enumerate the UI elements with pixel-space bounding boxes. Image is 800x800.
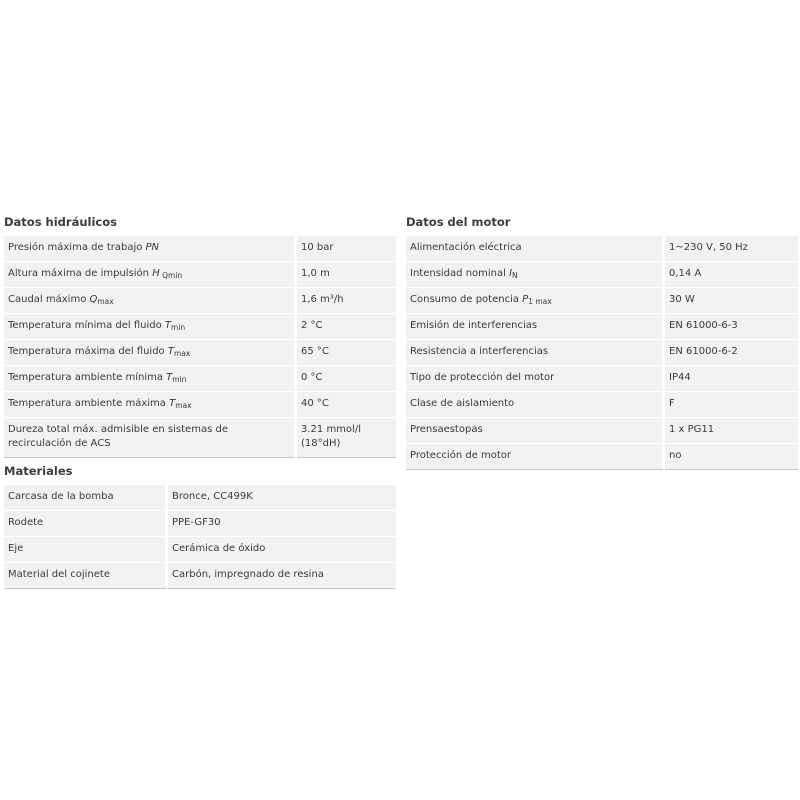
table-row (4, 288, 396, 314)
row-value: 10 bar (297, 236, 396, 262)
row-value: Carbón, impregnado de resina (168, 563, 396, 589)
table-row (4, 340, 396, 366)
table-row (406, 392, 798, 418)
row-label: Prensaestopas (406, 418, 665, 444)
row-value: 0,14 A (665, 262, 798, 288)
row-value: EN 61000-6-2 (665, 340, 798, 366)
table-row (406, 340, 798, 366)
row-value: 1,0 m (297, 262, 396, 288)
row-label: Temperatura mínima del fluido $T_{min}$ (4, 314, 297, 340)
row-value: 30 W (665, 288, 798, 314)
row-label: Eje (4, 537, 168, 563)
table-row (4, 392, 396, 418)
table-row (4, 511, 396, 537)
row-value: PPE-GF30 (168, 511, 396, 537)
hydraulic-table (4, 236, 396, 458)
hydraulic-title: Datos hidráulicos (4, 215, 117, 229)
row-label: Protección de motor (406, 444, 665, 470)
table-row (406, 418, 798, 444)
row-label: Carcasa de la bomba (4, 485, 168, 511)
row-label: Rodete (4, 511, 168, 537)
hydraulic-section (4, 212, 396, 458)
table-row (406, 366, 798, 392)
table-row (4, 485, 396, 511)
table-row (406, 236, 798, 262)
row-label: Temperatura ambiente mínima $T_{min}$ (4, 366, 297, 392)
motor-table (406, 236, 798, 470)
row-value: 2 °C (297, 314, 396, 340)
table-row (406, 288, 798, 314)
row-label: Caudal máximo $Q_{max}$ (4, 288, 297, 314)
row-value: 1~230 V, 50 Hz (665, 236, 798, 262)
materials-section (4, 461, 396, 589)
materials-table (4, 485, 396, 589)
row-value: EN 61000-6-3 (665, 314, 798, 340)
row-label: Material del cojinete (4, 563, 168, 589)
row-label: Alimentación eléctrica (406, 236, 665, 262)
materials-title: Materiales (4, 464, 73, 478)
row-value: 1 x PG11 (665, 418, 798, 444)
row-label: Presión máxima de trabajo PN (4, 236, 297, 262)
row-value: 0 °C (297, 366, 396, 392)
row-value: 3.21 mmol/l (18°dH) (297, 418, 396, 458)
row-value: F (665, 392, 798, 418)
table-row (4, 537, 396, 563)
row-label: Tipo de protección del motor (406, 366, 665, 392)
table-row (4, 262, 396, 288)
table-row (4, 314, 396, 340)
row-value: no (665, 444, 798, 470)
table-row (4, 366, 396, 392)
row-label: Consumo de potencia $P_{1 max}$ (406, 288, 665, 314)
row-label: Altura máxima de impulsión H $_{Qmin}$ (4, 262, 297, 288)
row-label: Resistencia a interferencias (406, 340, 665, 366)
row-label: Dureza total máx. admisible en sistemas de recirculación de ACS (4, 418, 297, 458)
row-label: Temperatura ambiente máxima $T_{max}$ (4, 392, 297, 418)
table-row (406, 314, 798, 340)
motor-title: Datos del motor (406, 215, 511, 229)
row-value: 40 °C (297, 392, 396, 418)
row-value: 65 °C (297, 340, 396, 366)
row-label: Emisión de interferencias (406, 314, 665, 340)
row-value: Cerámica de óxido (168, 537, 396, 563)
row-value: 1,6 m³/h (297, 288, 396, 314)
row-label: Temperatura máxima del fluido $T_{max}$ (4, 340, 297, 366)
row-label: Intensidad nominal $I_N$ (406, 262, 665, 288)
table-row (4, 236, 396, 262)
motor-section (406, 212, 798, 470)
row-value: IP44 (665, 366, 798, 392)
table-row (406, 444, 798, 470)
table-row (4, 418, 396, 458)
row-value: Bronce, CC499K (168, 485, 396, 511)
row-label: Clase de aislamiento (406, 392, 665, 418)
table-row (406, 262, 798, 288)
table-row (4, 563, 396, 589)
